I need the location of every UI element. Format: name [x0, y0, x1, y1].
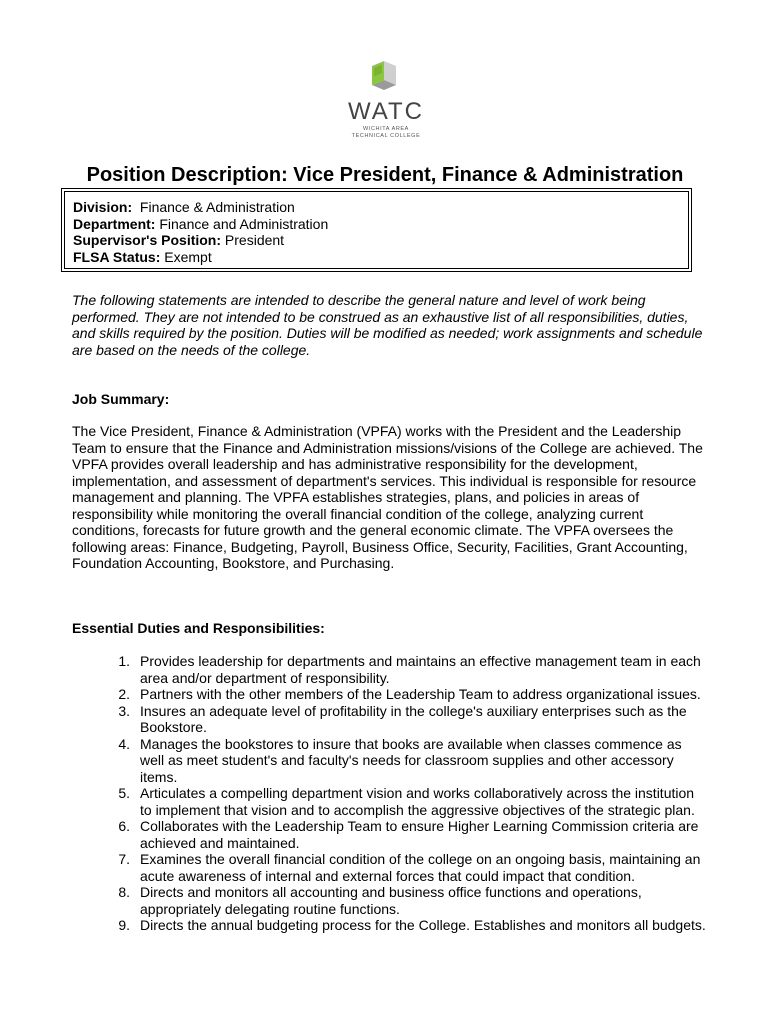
duty-item	[108, 686, 708, 703]
watc-logo-mark	[338, 60, 434, 100]
duty-item	[108, 917, 708, 934]
duty-text: Provides leadership for departments and maintains an effective management team in each area and/or department of responsibility.	[140, 653, 701, 686]
duty-number: 4.	[118, 735, 130, 752]
duty-text: Articulates a compelling department vision and works collaboratively across the institution to implement that vision and to accomplish the aggressive objectives of the strategic plan.	[140, 785, 695, 818]
duty-text: Directs and monitors all accounting and business office functions and operations, appropriately delegating routine functions.	[140, 884, 642, 917]
duty-item	[108, 884, 708, 917]
duty-number: 7.	[118, 851, 130, 867]
duty-item	[108, 785, 708, 818]
position-info-box	[64, 191, 689, 269]
duty-number: 8.	[118, 884, 130, 900]
supervisor-label: Supervisor's Position:	[73, 232, 222, 248]
duty-text: Collaborates with the Leadership Team to ensure Higher Learning Commission criteria are achieved and maintained.	[140, 818, 699, 851]
flsa-label: FLSA Status:	[73, 249, 161, 265]
job-summary-text: The Vice President, Finance & Administration (VPFA) works with the President and the Leadership Team to ensure that the Finance and Administration missions/visions of the College are achieved. The VPFA provides overall leadership and has administrative responsibility for the development, implementation, and assessment of department's services. This individual is responsible for resource management and planning. The VPFA establishes strategies, plans, and policies in areas of responsibility while monitoring the overall financial condition of the college, analyzing current conditions, forecasts for future growth and the general economic climate. The VPFA oversees the following areas: Finance, Budgeting, Payroll, Business Office, Security, Facilities, Grant Accounting, Foundation Accounting, Bookstore, and Purchasing.	[72, 423, 703, 571]
watc-logo	[338, 60, 434, 142]
duties-list	[108, 653, 708, 934]
supervisor-value: President	[224, 232, 285, 248]
logo-subtitle-line1: WICHITA AREA	[363, 126, 409, 132]
duty-text: Insures an adequate level of profitability in the college's auxiliary enterprises such as the Bookstore.	[140, 702, 687, 735]
division-label: Division:	[73, 199, 133, 215]
duty-text: Examines the overall financial condition of the college on an ongoing basis, maintaining an acute awareness of internal and external forces that could impact that condition.	[140, 851, 701, 884]
duty-item	[108, 851, 708, 884]
document-title: Position Description: Vice President, Finance & Administration	[86, 164, 684, 186]
division-value: Finance & Administration	[139, 199, 295, 215]
department-value: Finance and Administration	[159, 216, 329, 232]
department-row	[73, 216, 328, 232]
logo-wordmark: WATC	[348, 98, 424, 125]
duty-item	[108, 736, 708, 786]
duty-number: 9.	[118, 917, 130, 933]
duty-item	[108, 703, 708, 736]
flsa-row	[73, 249, 212, 265]
duty-number: 3.	[118, 702, 130, 719]
flsa-value: Exempt	[164, 249, 212, 265]
job-summary-heading: Job Summary:	[72, 391, 170, 407]
duty-text: Directs the annual budgeting process for the College. Establishes and monitors all budgets.	[140, 917, 706, 933]
duty-item	[108, 818, 708, 851]
duty-text: Manages the bookstores to insure that books are available when classes commence as well as meet student's and faculty's needs for classroom supplies and other accessory items.	[140, 735, 682, 785]
supervisor-row	[73, 232, 284, 248]
duty-number: 5.	[118, 785, 130, 801]
duty-text: Partners with the other members of the Leadership Team to address organizational issues.	[140, 686, 701, 702]
intro-disclaimer: The following statements are intended to describe the general nature and level of work being performed. They are not intended to be construed as an exhaustive list of all responsibilities, duties, and skills required by the position. Duties will be modified as needed; work assignments and schedule are based on the needs of the college.	[72, 292, 703, 358]
duty-number: 1.	[118, 653, 130, 669]
essential-duties-heading: Essential Duties and Responsibilities:	[72, 620, 325, 636]
duty-number: 6.	[118, 818, 130, 834]
logo-subtitle-line2: TECHNICAL COLLEGE	[351, 133, 421, 139]
duty-item	[108, 653, 708, 686]
department-label: Department:	[73, 216, 156, 232]
division-row	[73, 199, 295, 215]
duty-number: 2.	[118, 686, 130, 702]
